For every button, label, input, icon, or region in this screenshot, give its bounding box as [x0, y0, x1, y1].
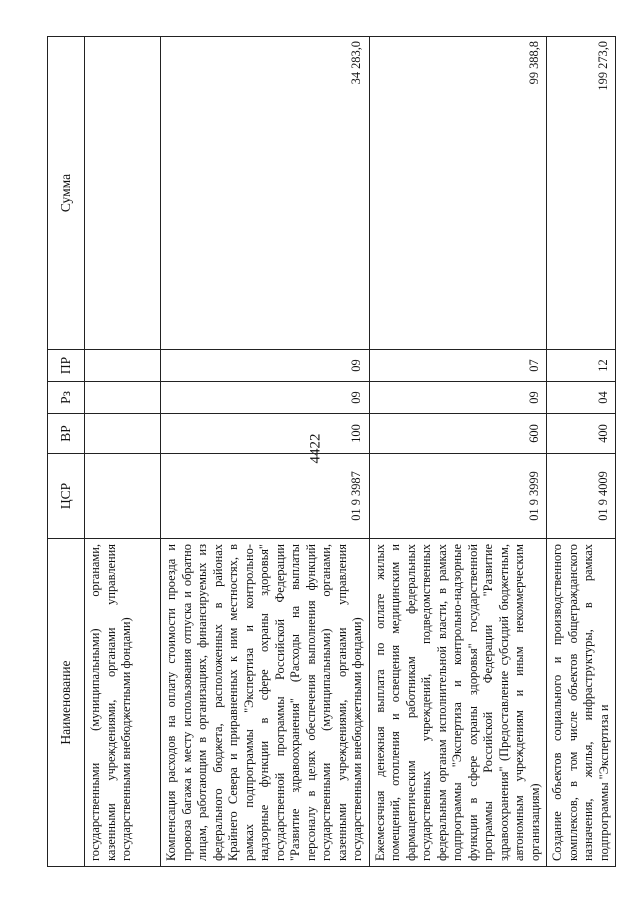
row-csr: 01 9 4009	[547, 454, 616, 539]
row-sum: 99 388,8	[369, 37, 547, 350]
page-number: 4422	[307, 433, 324, 464]
row-rz: 04	[547, 382, 616, 414]
row-sum	[85, 37, 161, 350]
header-sum: Сумма	[48, 37, 85, 350]
table-row	[85, 37, 161, 867]
row-rz: 09	[369, 382, 547, 414]
header-vr: ВР	[48, 414, 85, 454]
row-name: Компенсация расходов на оплату стоимости проезда и провоза багажа к месту использования отпуска и обратно лицам, работающим в организациях, финансируемых из федерального бюджета, расположенных в районах Крайнего Севера и приравненных к ним местностях, в рамках подпрограммы "Экспертиза и контрольно-надзорные функции в сфере охраны здоровья" государственной программы Российской Федерации "Развитие здравоохранения" (Расходы на выплаты персоналу в целях обеспечения выполнения функций государственными (муниципальными) органами, казенными учреждениями, органами управления государственными внебюджетными фондами)	[161, 539, 370, 867]
row-pr	[85, 350, 161, 382]
row-rz	[85, 382, 161, 414]
row-pr: 07	[369, 350, 547, 382]
table-row	[547, 37, 616, 867]
table-row	[369, 37, 547, 867]
header-rz: Рз	[48, 382, 85, 414]
row-rz: 09	[161, 382, 370, 414]
row-name: государственными (муниципальными) органами, казенными учреждениями, органами управления государственными внебюджетными фондами)	[85, 539, 161, 867]
row-csr: 01 9 3999	[369, 454, 547, 539]
row-vr: 400	[547, 414, 616, 454]
table-header-row	[48, 37, 85, 867]
row-csr: 01 9 3987	[161, 454, 370, 539]
row-csr	[85, 454, 161, 539]
row-vr: 600	[369, 414, 547, 454]
row-pr: 09	[161, 350, 370, 382]
row-sum: 199 273,0	[547, 37, 616, 350]
row-name: Создание объектов социального и производственного комплексов, в том числе объектов общегражданского назначения, жилья, инфраструктуры, в рамках подпрограммы "Экспертиза и	[547, 539, 616, 867]
row-name: Ежемесячная денежная выплата по оплате жилых помещений, отопления и освещения медицинским и фармацевтическим работникам федеральных государственных учреждений, подведомственных федеральным органам исполнительной власти, в рамках подпрограммы "Экспертиза и контрольно-надзорные функции в сфере охраны здоровья" государственной программы Российской Федерации "Развитие здравоохранения" (Предоставление субсидий бюджетным, автономным учреждениям и иным некоммерческим организациям)	[369, 539, 547, 867]
row-sum: 34 283,0	[161, 37, 370, 350]
budget-table	[47, 36, 616, 867]
row-vr	[85, 414, 161, 454]
header-pr: ПР	[48, 350, 85, 382]
table-row	[161, 37, 370, 867]
row-vr: 100	[161, 414, 370, 454]
rotated-page-content	[47, 37, 611, 867]
header-name: Наименование	[48, 539, 85, 867]
row-pr: 12	[547, 350, 616, 382]
header-csr: ЦСР	[48, 454, 85, 539]
